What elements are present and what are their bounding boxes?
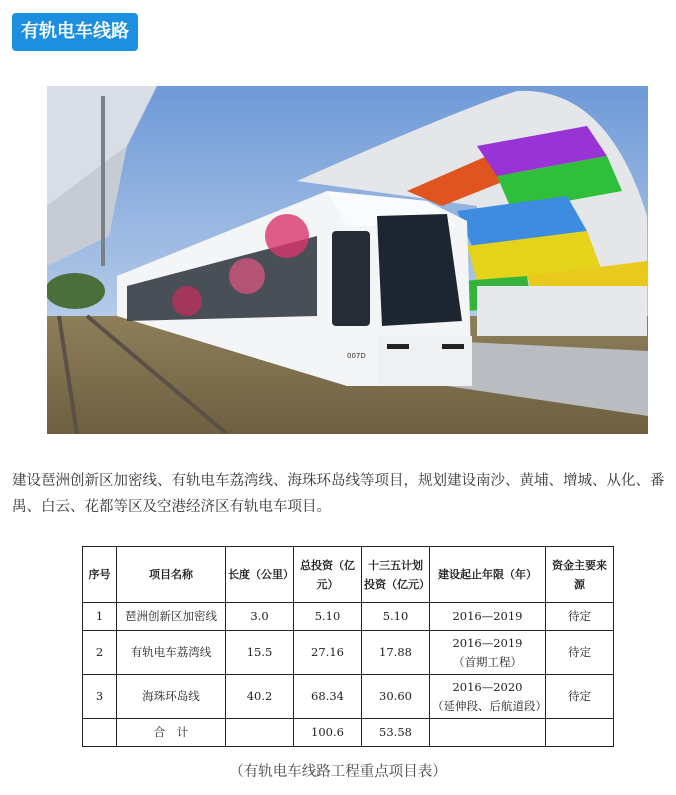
period-years: 2016—2019 (452, 635, 523, 650)
cell-source: 待定 (546, 675, 614, 719)
table-total-row (83, 719, 614, 747)
cell-length: 3.0 (226, 603, 294, 631)
cell-period (430, 631, 546, 675)
cell-no: 2 (83, 631, 117, 675)
cell-length: 15.5 (226, 631, 294, 675)
cell-name: 琶洲创新区加密线 (117, 603, 226, 631)
cell-invest: 5.10 (294, 603, 362, 631)
table-row (83, 631, 614, 675)
cell-length: 40.2 (226, 675, 294, 719)
header-source: 资金主要来源 (546, 547, 614, 603)
cell-empty (226, 719, 294, 747)
cell-period (430, 675, 546, 719)
section-title-tag: 有轨电车线路 (12, 13, 138, 51)
table-row (83, 603, 614, 631)
tram-photo (47, 86, 648, 434)
intro-paragraph: 建设琶洲创新区加密线、有轨电车荔湾线、海珠环岛线等项目，规划建设南沙、黄埔、增城、从化、番禺、白云、花都等区及空港经济区有轨电车项目。 (12, 473, 665, 515)
period-years: 2016—2020 (452, 679, 523, 694)
cell-no: 3 (83, 675, 117, 719)
cell-invest: 68.34 (294, 675, 362, 719)
tram-number-label: 007D (347, 352, 366, 360)
period-note: （延伸段、后航道段） (432, 698, 547, 713)
table-row (83, 675, 614, 719)
cell-source: 待定 (546, 631, 614, 675)
total-label: 合 计 (117, 719, 226, 747)
cell-name: 海珠环岛线 (117, 675, 226, 719)
project-table (82, 546, 614, 747)
header-invest: 总投资（亿元） (294, 547, 362, 603)
cell-empty (430, 719, 546, 747)
cell-empty (546, 719, 614, 747)
cell-plan: 17.88 (362, 631, 430, 675)
total-plan: 53.58 (362, 719, 430, 747)
header-period: 建设起止年限（年） (430, 547, 546, 603)
header-no: 序号 (83, 547, 117, 603)
table-caption: （有轨电车线路工程重点项目表） (229, 764, 447, 780)
total-invest: 100.6 (294, 719, 362, 747)
cell-plan: 30.60 (362, 675, 430, 719)
period-note: （首期工程） (453, 654, 522, 669)
cell-invest: 27.16 (294, 631, 362, 675)
cell-name: 有轨电车荔湾线 (117, 631, 226, 675)
header-length: 长度（公里） (226, 547, 294, 603)
cell-source: 待定 (546, 603, 614, 631)
header-name: 项目名称 (117, 547, 226, 603)
cell-no: 1 (83, 603, 117, 631)
table-header-row (83, 547, 614, 603)
cell-empty (83, 719, 117, 747)
header-plan: 十三五计划投资（亿元） (362, 547, 430, 603)
cell-plan: 5.10 (362, 603, 430, 631)
cell-period: 2016—2019 (430, 603, 546, 631)
